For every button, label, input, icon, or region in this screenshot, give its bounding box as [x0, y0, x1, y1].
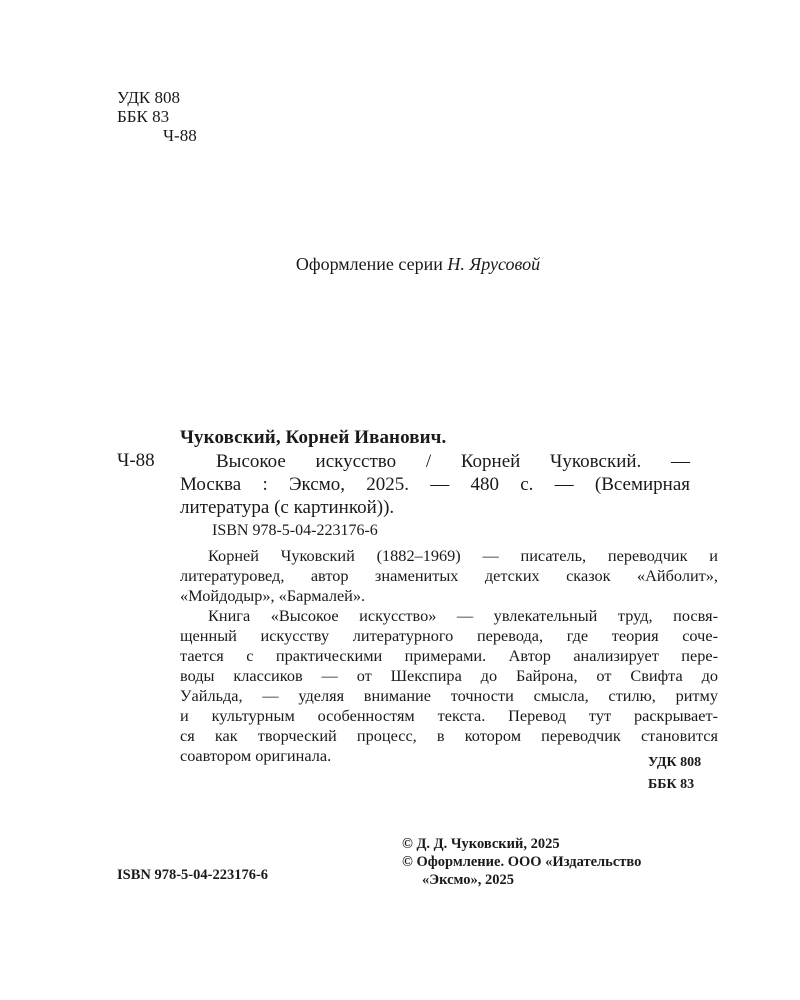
bbk-code: ББК 83	[117, 107, 170, 126]
annotation-line: Корней Чуковский (1882–1969) — писатель, переводчик и	[208, 546, 718, 565]
annotation-line: тается с практическими примерами. Автор анализирует пере-	[180, 646, 718, 665]
catalog-line: Москва : Эксмо, 2025. — 480 с. — (Всемирная	[180, 474, 690, 495]
annotation-line: воды классиков — от Шекспира до Байрона, от Свифта до	[180, 666, 718, 685]
series-designer-name: Н. Ярусовой	[447, 254, 541, 274]
catalog-author-mark: Ч-88	[117, 450, 155, 471]
classification-codes	[117, 88, 197, 145]
annotation-line: и культурным особенностям текста. Перевод тут раскрывает-	[180, 706, 718, 725]
author-mark: Ч-88	[163, 126, 197, 145]
copyright-block	[402, 835, 641, 889]
series-design-prefix: Оформление серии	[295, 254, 448, 274]
isbn-bottom: ISBN 978-5-04-223176-6	[117, 867, 269, 883]
annotation-line: Уайльда, — уделяя внимание точности смысла, стилю, ритму	[180, 686, 718, 705]
annotation-line: «Мойдодыр», «Бармалей».	[180, 586, 366, 605]
annotation-line: литературовед, автор знаменитых детских сказок «Айболит»,	[180, 566, 718, 585]
udk-code-right: УДК 808	[648, 755, 702, 770]
annotation-line: ся как творческий процесс, в котором переводчик становится	[180, 726, 718, 745]
annotation-line: щенный искусству литературного перевода, где теория соче-	[180, 626, 718, 645]
series-design-credit	[0, 254, 800, 275]
catalog-description	[180, 450, 690, 519]
annotation-line: Книга «Высокое искусство» — увлекательный труд, посвя-	[208, 606, 718, 625]
copyright-design: © Оформление. ООО «Издательство	[402, 854, 642, 870]
catalog-line: литература (с картинкой)).	[180, 497, 395, 518]
bbk-code-right: ББК 83	[648, 777, 695, 792]
classification-right	[648, 752, 701, 796]
annotation	[180, 546, 718, 766]
copyright-author: © Д. Д. Чуковский, 2025	[402, 836, 560, 852]
catalog-author-heading: Чуковский, Корней Иванович.	[180, 427, 447, 448]
catalog-isbn: ISBN 978-5-04-223176-6	[212, 522, 378, 539]
udk-code: УДК 808	[117, 88, 181, 107]
catalog-line: Высокое искусство / Корней Чуковский. —	[216, 451, 690, 472]
copyright-design-cont: «Эксмо», 2025	[422, 872, 514, 888]
annotation-line: соавтором оригинала.	[180, 746, 332, 765]
